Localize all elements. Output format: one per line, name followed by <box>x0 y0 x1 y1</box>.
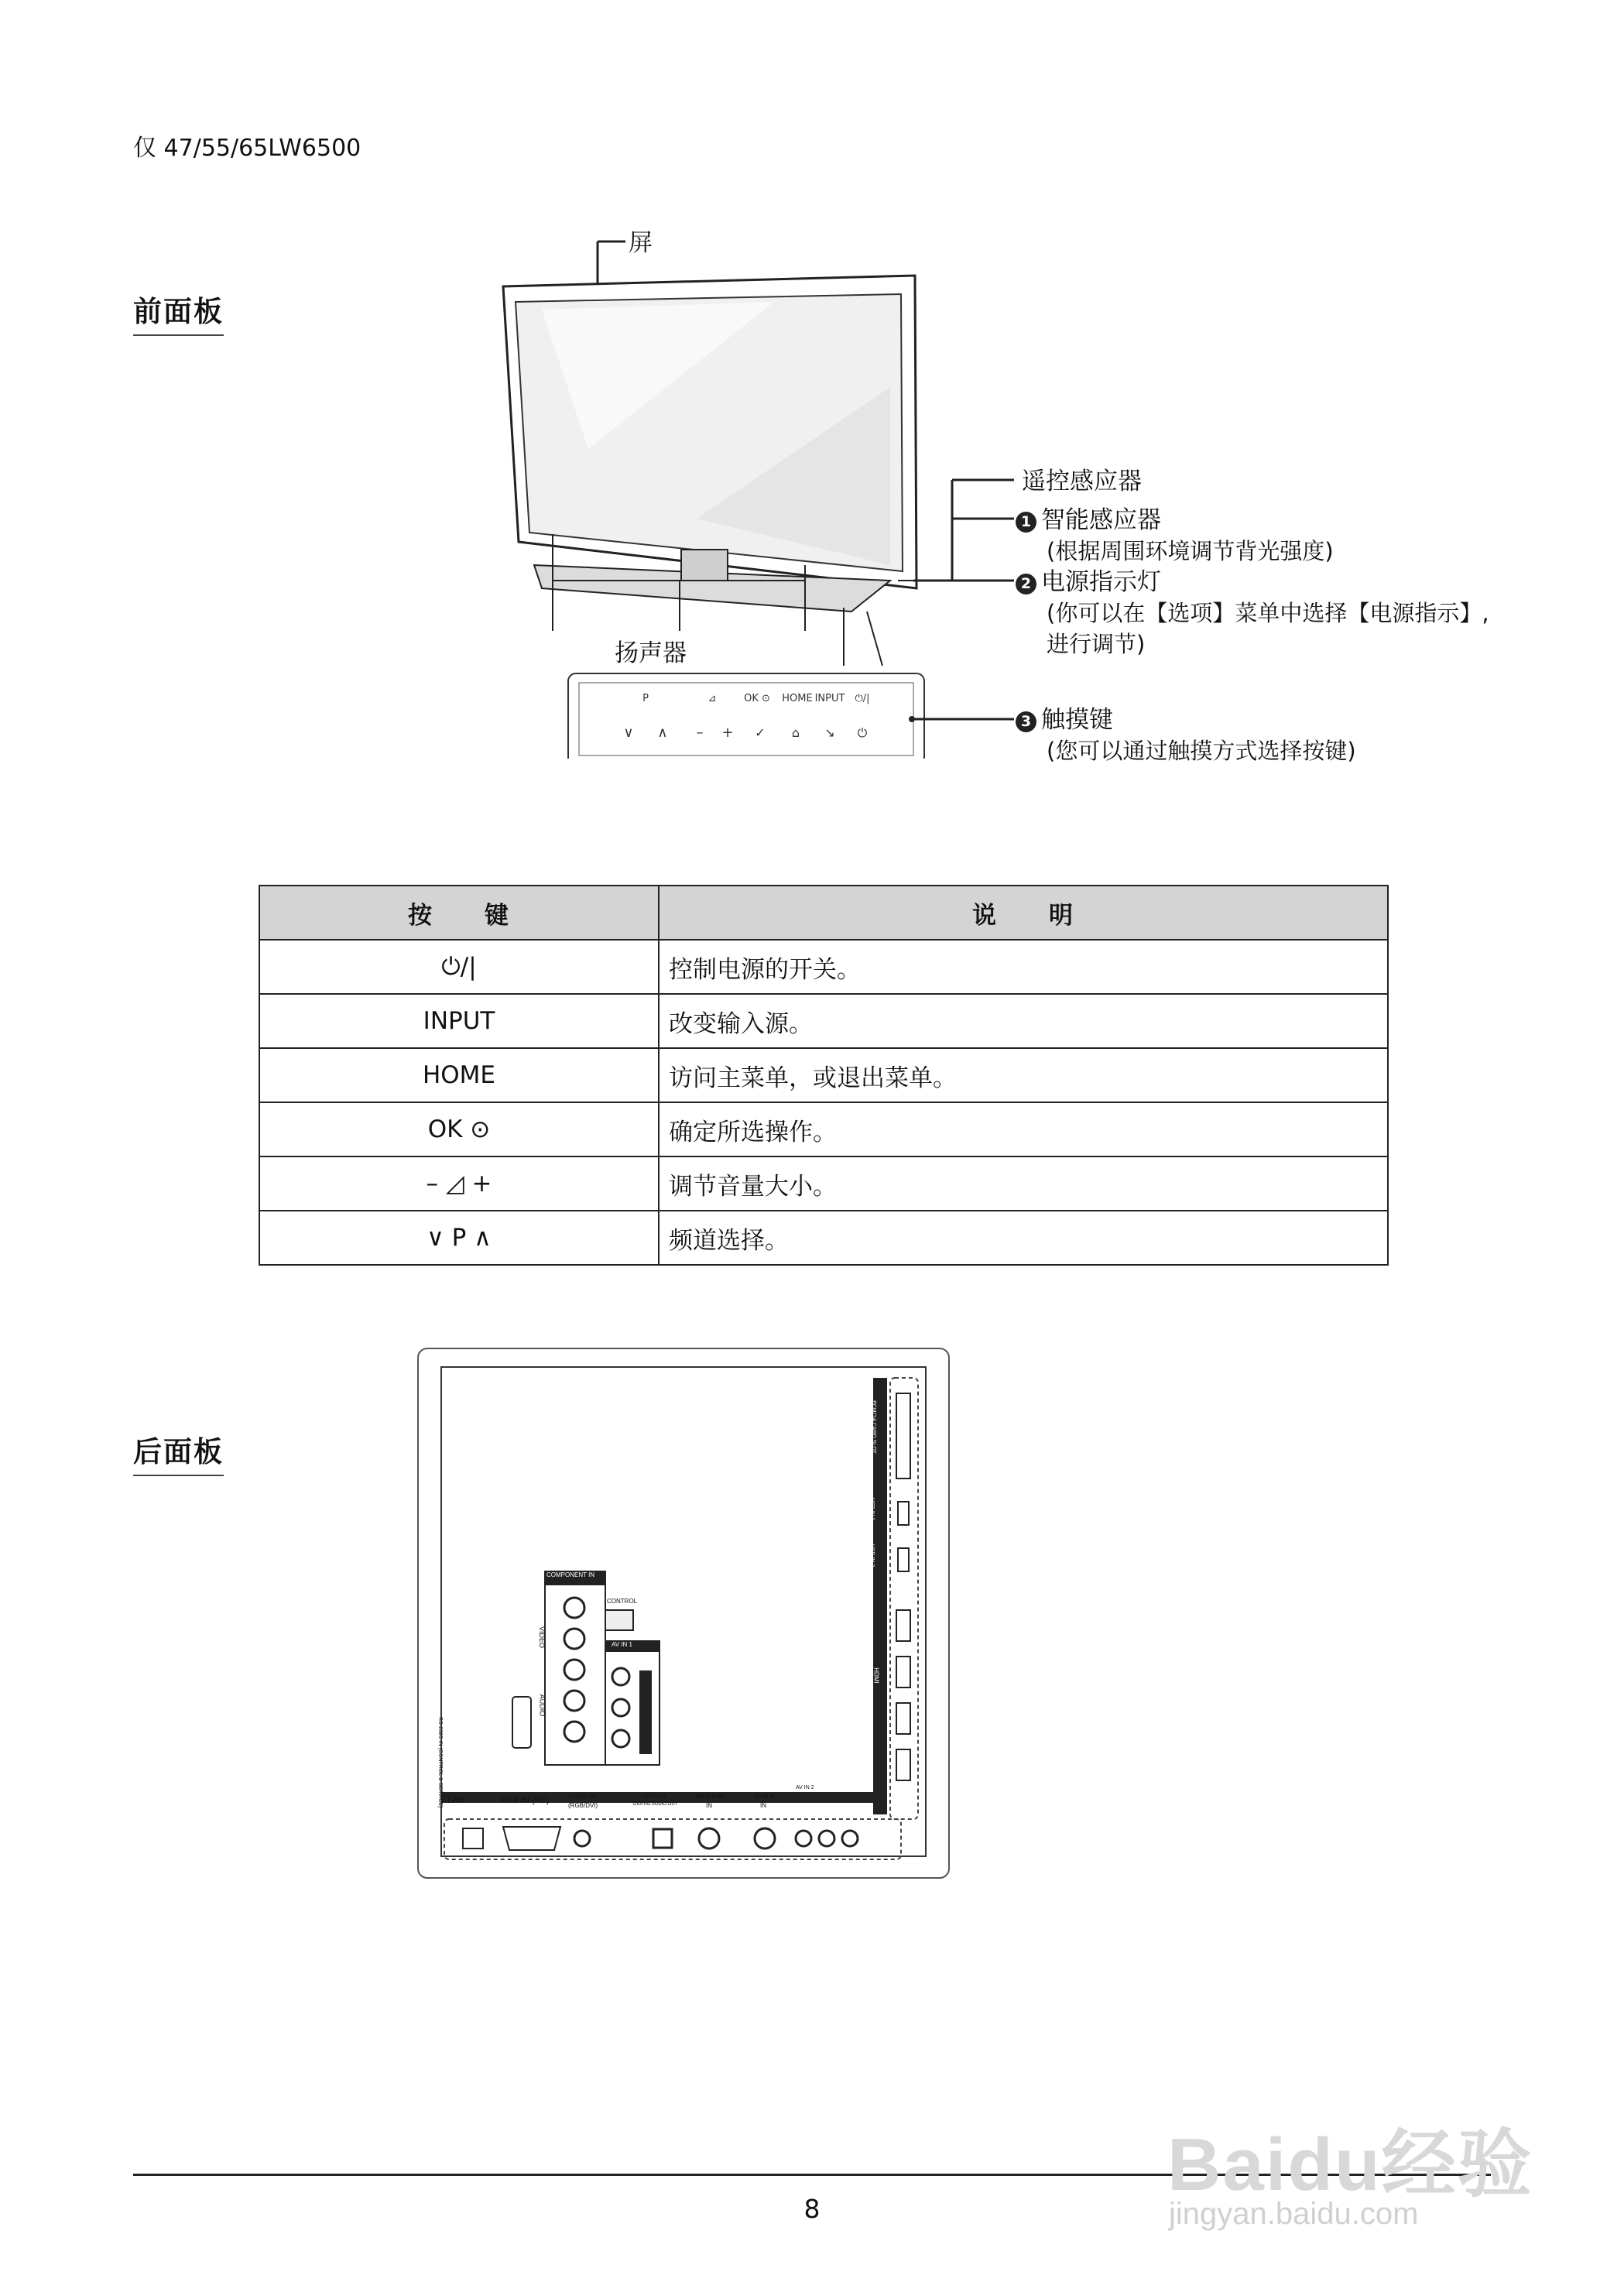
desc-cell: 频道选择。 <box>659 1211 1388 1265</box>
item1-title: 智能感应器 <box>1041 506 1161 534</box>
item1-sub: (根据周围环境调节背光强度) <box>1047 538 1334 564</box>
hdmi-port-1 <box>896 1610 910 1641</box>
item3-sub: (您可以通过触摸方式选择按键) <box>1047 738 1356 764</box>
antenna-port <box>699 1828 719 1849</box>
item1-callout <box>1016 505 1334 567</box>
watermark-url: jingyan.baidu.com <box>1169 2197 1419 2231</box>
key-cell: ⏻/| <box>259 940 659 994</box>
desc-cell: 改变输入源。 <box>659 994 1388 1048</box>
desc-cell: 控制电源的开关。 <box>659 940 1388 994</box>
rgb-in-label: RGB IN (PC) <box>500 1796 550 1805</box>
item2-sub1: (你可以在【选项】菜单中选择【电源指示】, <box>1047 600 1489 626</box>
av-in1-label: AV IN 1 <box>612 1641 632 1648</box>
screen-label: 屏 <box>629 229 653 257</box>
touch-p-label: P <box>642 693 649 704</box>
table-row <box>259 994 1388 1048</box>
rear-panel-diagram <box>416 1347 951 1879</box>
svg-text:⊿: ⊿ <box>708 693 717 704</box>
table-row <box>259 1048 1388 1102</box>
optical-port <box>653 1829 672 1848</box>
item3-callout <box>1016 704 1356 766</box>
key-cell: – ◿ + <box>259 1156 659 1211</box>
front-panel-title: 前面板 <box>133 288 224 336</box>
rgb-port <box>503 1827 560 1850</box>
cable-port <box>755 1828 775 1849</box>
svg-text:HOME: HOME <box>782 693 813 704</box>
item3-title: 触摸键 <box>1041 706 1113 734</box>
speaker-label: 扬声器 <box>615 639 687 667</box>
key-cell: ∨ P ∧ <box>259 1211 659 1265</box>
table-row <box>259 940 1388 994</box>
rear-panel-title: 后面板 <box>133 1428 224 1476</box>
key-description-table <box>259 885 1389 1266</box>
svg-text:⏻: ⏻ <box>857 725 868 740</box>
lan-port <box>463 1828 483 1849</box>
antenna-label: ANTENNA <box>695 1793 725 1800</box>
rs232-label: RS-232C IN (CONTROL & SERVICE) <box>437 1717 443 1808</box>
svg-text:✓: ✓ <box>755 725 766 740</box>
usb-port-2 <box>898 1548 909 1571</box>
table-row <box>259 1156 1388 1211</box>
number-badge-1: 1 <box>1016 512 1036 533</box>
svg-text:∨: ∨ <box>623 725 634 741</box>
svg-text:⏻/|: ⏻/| <box>855 693 870 704</box>
video-label: VIDEO <box>538 1626 546 1649</box>
key-cell: INPUT <box>259 994 659 1048</box>
item2-title: 电源指示灯 <box>1041 568 1161 596</box>
usb-port-1 <box>898 1502 909 1525</box>
cable-sub-label: IN <box>760 1802 766 1809</box>
optical-sub-label: DIGITAL AUDIO OUT <box>633 1802 678 1807</box>
desc-cell: 访问主菜单，或退出菜单。 <box>659 1048 1388 1102</box>
svg-text:∧: ∧ <box>657 725 668 741</box>
hdmi-port-2 <box>896 1657 910 1688</box>
pcmcia-label: PCMCIA CARD SLOT <box>870 1400 876 1454</box>
audio-in-label: AUDIO IN <box>568 1793 596 1800</box>
desc-cell: 调节音量大小。 <box>659 1156 1388 1211</box>
table-row <box>259 1102 1388 1156</box>
rs232-port <box>512 1697 531 1748</box>
svg-text:+: + <box>721 725 734 741</box>
table-header-row <box>259 886 1388 940</box>
table-header-key: 按 键 <box>259 886 659 940</box>
number-badge-2: 2 <box>1016 574 1036 594</box>
desc-cell: 确定所选操作。 <box>659 1102 1388 1156</box>
hdmi-port-3 <box>896 1703 910 1734</box>
model-line: 仅 47/55/65LW6500 <box>133 135 361 162</box>
table-header-desc: 说 明 <box>659 886 1388 940</box>
control-label: CONTROL <box>607 1598 638 1605</box>
antenna-sub-label: IN <box>706 1802 712 1809</box>
hdmi-label: HDMI <box>872 1667 880 1684</box>
remote-sensor-label: 遥控感应器 <box>1022 468 1142 495</box>
key-cell: OK ⊙ <box>259 1102 659 1156</box>
svg-text:INPUT: INPUT <box>814 693 845 704</box>
audio-in-sub-label: (RGB/DVI) <box>568 1802 598 1809</box>
svg-text:–: – <box>696 725 704 741</box>
svg-text:↘: ↘ <box>824 725 835 740</box>
usb1-label: USB IN 1 <box>869 1497 875 1521</box>
pcmcia-slot <box>896 1393 910 1479</box>
table-row <box>259 1211 1388 1265</box>
cable-label: CABLE <box>754 1793 775 1800</box>
front-panel-diagram <box>0 217 1624 759</box>
hdmi-port-4 <box>896 1749 910 1780</box>
svg-text:⌂: ⌂ <box>791 725 800 740</box>
lan-label: LAN <box>447 1796 464 1805</box>
item2-callout <box>1016 567 1489 660</box>
page-number: 8 <box>803 2194 821 2224</box>
watermark-logo: Baidu经验 <box>1167 2123 1533 2206</box>
svg-text:OK ⊙: OK ⊙ <box>744 693 770 704</box>
optical-label: OPTICAL <box>641 1793 668 1800</box>
number-badge-3: 3 <box>1016 711 1036 732</box>
audio-label: AUDIO <box>538 1694 546 1717</box>
usb2-label: USB IN 2 <box>869 1544 875 1568</box>
key-cell: HOME <box>259 1048 659 1102</box>
item2-sub2: 进行调节) <box>1047 631 1146 657</box>
component-in-label: COMPONENT IN <box>546 1571 595 1578</box>
av-in2-label: AV IN 2 <box>796 1785 814 1790</box>
